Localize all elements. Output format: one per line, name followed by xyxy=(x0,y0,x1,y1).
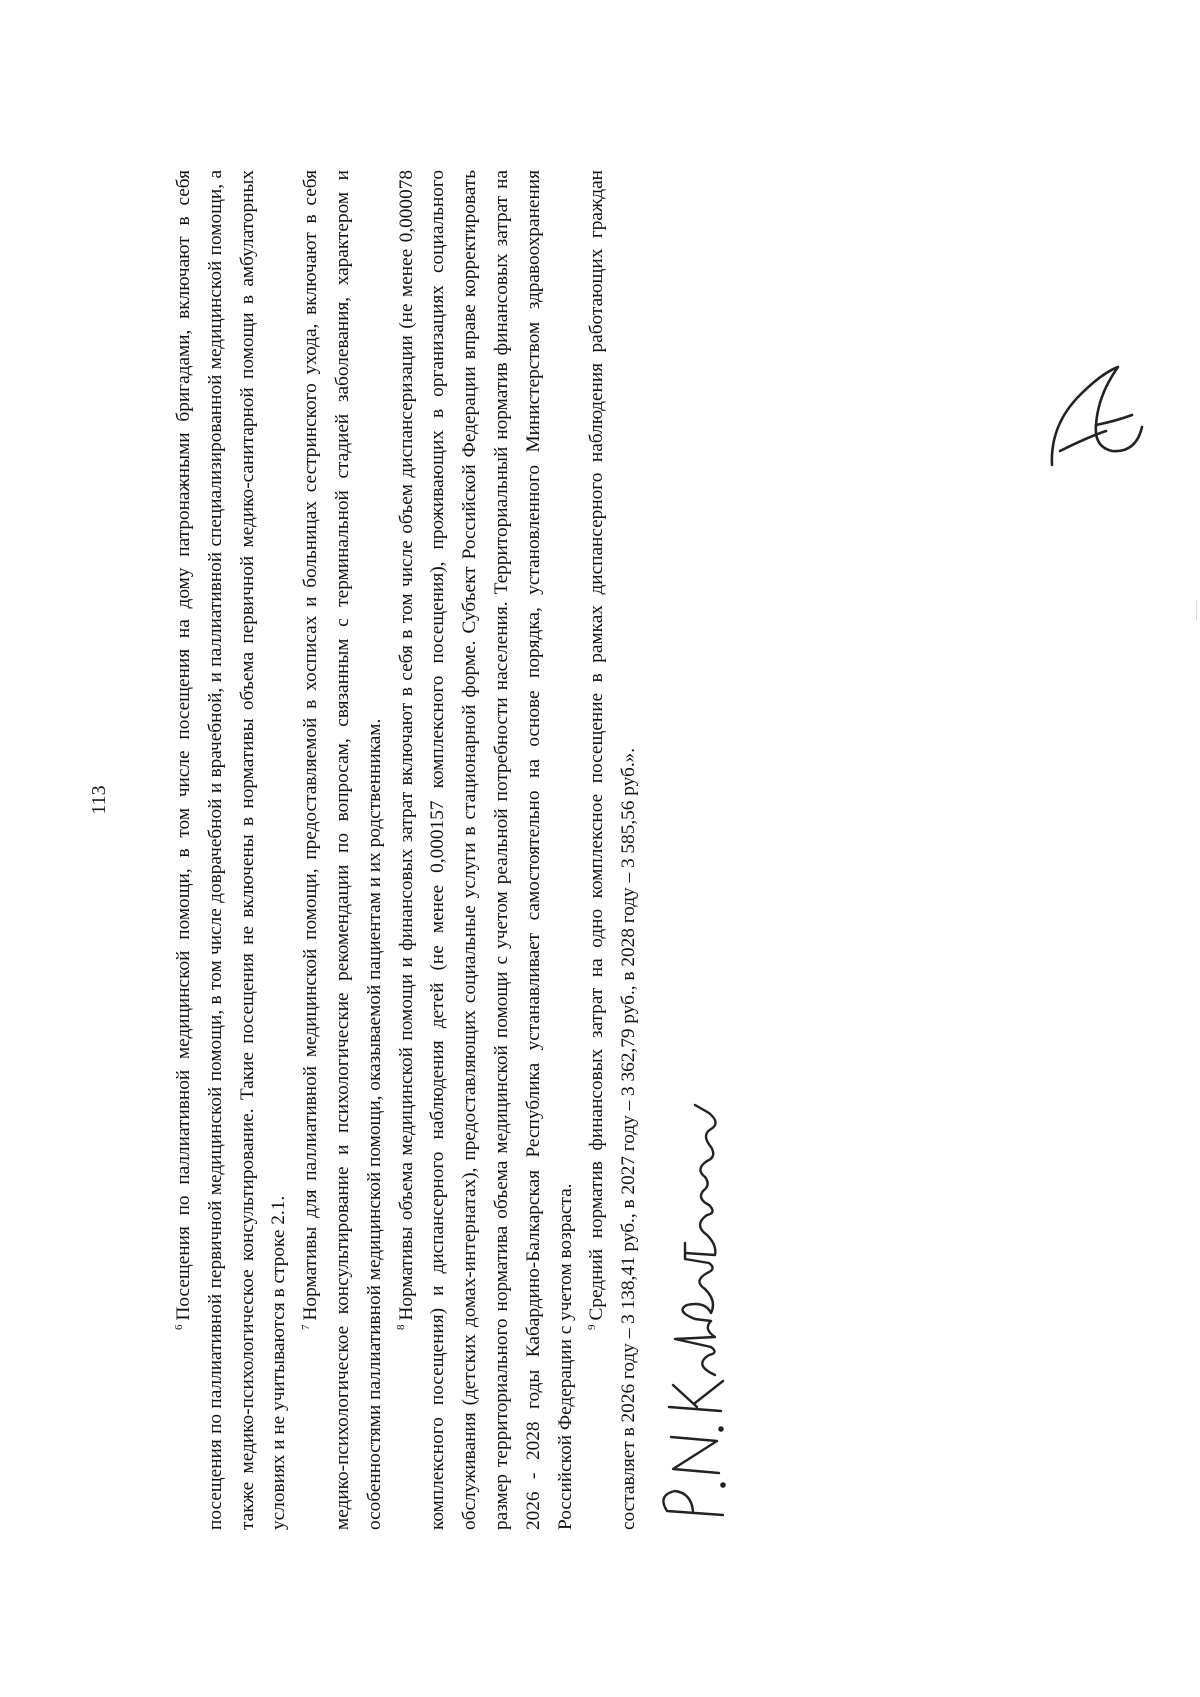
footnote-text: Нормативы для паллиативной медицинской помощи, предоставляемой в хосписах и больницах сестринского ухода, включают в себя медико-психологическое консультирование и психологические рекомендации по вопросам, связанным с терминальной стадией заболевания, характером и особенностями паллиативной медицинской помощи, оказываемой пациентам и их родственникам. xyxy=(300,170,385,1530)
footnote-text: Нормативы объема медицинской помощи и финансовых затрат включают в себя в том числе объем диспансеризации (не менее 0,000078 комплексного посещения) и диспансерного наблюдения детей (не менее 0,000157 комплексного посещения), проживающих в организациях социального обслуживания (детских домах-интернатах), предоставляющих социальные услуги в стационарной форме. Субъект Российской Федерации вправе корректировать размер территориального норматива объема медицинской помощи с учетом реальной потребности населения. Территориальный норматив финансовых затрат на 2026 - 2028 годы Кабардино-Балкарская Республика устанавливает самостоятельно на основе порядка, установленного Министерством здравоохранения Российской Федерации с учетом возраста. xyxy=(395,170,576,1530)
footnote-marker: 8 xyxy=(395,1324,408,1330)
handwritten-signature-mark xyxy=(1040,355,1150,475)
footnote-text: Средний норматив финансовых затрат на одно комплексное посещение в рамках диспансерного наблюдения работающих граждан составляет в 2026 году – 3 138,41 руб., в 2027 году – 3 362,79 руб., в 2028 году – 3 585,56 руб.». xyxy=(586,170,640,1530)
footnote-marker: 9 xyxy=(585,1324,598,1330)
footnote-text: Посещения по паллиативной медицинской помощи, в том числе посещения на дому патронажными бригадами, включают в себя посещения по паллиативной первичной медицинской помощи, в том числе доврачебной и врачебной, и паллиативной специализированной медицинской помощи, а также медико-психологическое консультирование. Такие посещения не включены в нормативы объема первичной медико-санитарной помощи в амбулаторных условиях и не учитываются в строке 2.1. xyxy=(173,170,290,1530)
footnote-8 xyxy=(391,170,582,1530)
handwritten-signature-name xyxy=(645,1005,745,1525)
footnote-7 xyxy=(295,170,390,1530)
footnote-marker: 7 xyxy=(299,1324,312,1330)
footnote-6 xyxy=(168,170,295,1530)
footnote-marker: 6 xyxy=(172,1324,185,1330)
footnotes xyxy=(168,170,645,1530)
footnote-9 xyxy=(581,170,645,1530)
scan-mark xyxy=(1196,600,1197,620)
page-number: 113 xyxy=(88,785,110,815)
